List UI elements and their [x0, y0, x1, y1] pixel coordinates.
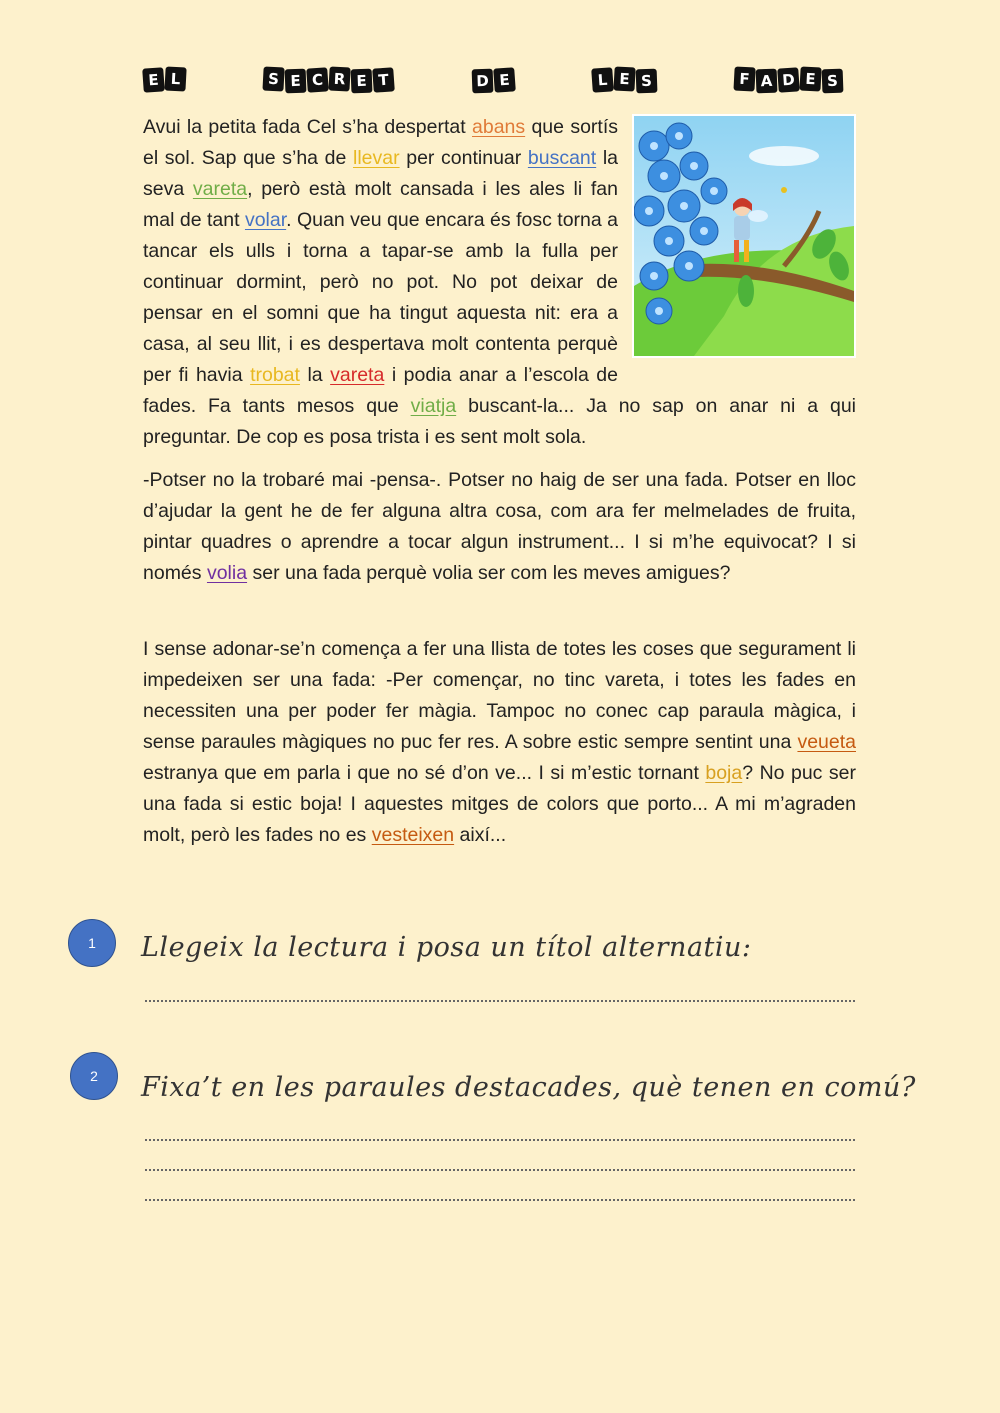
text-segment: estranya que em parla i que no sé d’on ve... I si m’estic tornant — [143, 762, 706, 784]
text-segment: buscant-la... Ja no sap on anar ni a qui preguntar. De cop es posa trista i es sent molt sola. — [143, 395, 856, 448]
highlighted-word: volar — [244, 209, 287, 231]
answer-line-2b[interactable] — [145, 1167, 855, 1171]
title-letter-tile: T — [372, 67, 395, 92]
highlighted-word: buscant — [527, 147, 597, 169]
title-word — [592, 68, 657, 92]
question-2-number: 2 — [90, 1068, 98, 1084]
highlighted-word: llevar — [352, 147, 400, 169]
highlighted-word: abans — [472, 116, 526, 138]
answer-line-2c[interactable] — [145, 1197, 855, 1201]
question-2-badge — [70, 1052, 118, 1100]
paragraph-1 — [143, 112, 856, 453]
highlighted-word: vesteixen — [371, 824, 455, 846]
highlighted-word: trobat — [250, 364, 300, 386]
question-1-badge — [68, 919, 116, 967]
title-letter-tile: R — [329, 66, 351, 91]
paragraph-3 — [143, 634, 856, 851]
answer-line-1[interactable] — [145, 998, 855, 1002]
text-segment: ser una fada perquè volia ser com les meves amigues? — [247, 562, 731, 584]
text-segment: . Quan veu que encara és fosc torna a tancar els ulls i torna a tapar-se amb la fulla per continuar dormint, però no pot. No pot deixar de pensar en el somni que ha tingut aquesta nit: era a casa, al seu llit, i es despertava molt contenta perquè per fi havia — [143, 209, 619, 386]
title-letter-tile: E — [493, 67, 516, 92]
title-letter-tile: S — [635, 69, 657, 94]
title-letter-tile: E — [351, 69, 373, 94]
title-letter-tile: E — [285, 69, 307, 94]
text-segment: , però està molt cansada i les ales li fan mal de tant — [143, 178, 618, 231]
text-segment: que sortís el sol. Sap que s’ha de — [143, 116, 618, 169]
title-letter-tile: L — [164, 66, 186, 91]
fairy-on-branch-image — [634, 116, 854, 356]
question-1-number: 1 — [88, 935, 96, 951]
highlighted-word: veueta — [797, 731, 856, 753]
title-letter-tile: S — [822, 69, 844, 94]
title-word — [472, 68, 515, 92]
title-letter-tile: F — [733, 66, 755, 91]
text-segment: i podia anar a l’escola de fades. Fa tants mesos que — [143, 364, 618, 417]
answer-line-2a[interactable] — [145, 1137, 855, 1141]
title-word — [263, 68, 394, 92]
title-letter-tile: C — [306, 67, 329, 92]
text-segment: així... — [454, 824, 507, 846]
text-segment: per continuar — [399, 147, 528, 169]
text-segment: la seva — [143, 147, 618, 200]
paragraph-2 — [143, 465, 856, 589]
text-segment: I sense adonar-se’n comença a fer una llista de totes les coses que segurament li impedeixen ser una fada: -Per començar, no tinc vareta, i totes les fades en necessiten una per poder fer màgia. Tampoc no conec cap paraula màgica, i sense paraules màgiques no puc fer res. A sobre estic sempre sentint una — [143, 638, 856, 753]
highlighted-word: vareta — [192, 178, 248, 200]
text-segment: ? No puc ser una fada si estic boja! I aquestes mitges de colors que porto... A mi m’agraden molt, però les fades no es — [143, 762, 856, 846]
text-segment: Avui la petita fada Cel s’ha despertat — [143, 116, 472, 138]
fairy-illustration — [632, 114, 856, 358]
text-segment: -Potser no la trobaré mai -pensa-. Potser no haig de ser una fada. Potser en lloc d’ajudar la gent he de fer alguna altra cosa, com ara fer melmelades de fruita, pintar quadres o aprendre a tocar algun instrument... I si m’he equivocat? I si només — [143, 469, 856, 584]
title-letter-tile: D — [471, 69, 493, 94]
page-title — [143, 64, 843, 96]
title-word — [734, 68, 843, 92]
title-letter-tile: A — [756, 69, 778, 94]
title-letter-tile: S — [263, 66, 285, 91]
title-letter-tile: E — [142, 67, 165, 92]
question-2-text: Fixa’t en les paraules destacades, què tenen en comú? — [141, 1072, 916, 1103]
title-letter-tile: E — [799, 66, 821, 91]
highlighted-word: volia — [206, 562, 248, 584]
title-letter-tile: D — [777, 67, 800, 92]
title-letter-tile: E — [613, 66, 635, 91]
question-1-text: Llegeix la lectura i posa un títol alternatiu: — [141, 932, 752, 963]
highlighted-word: viatja — [410, 395, 457, 417]
highlighted-word: boja — [705, 762, 743, 784]
title-word — [143, 68, 186, 92]
text-segment: la — [299, 364, 331, 386]
title-letter-tile: L — [591, 67, 614, 92]
highlighted-word: vareta — [330, 364, 385, 386]
